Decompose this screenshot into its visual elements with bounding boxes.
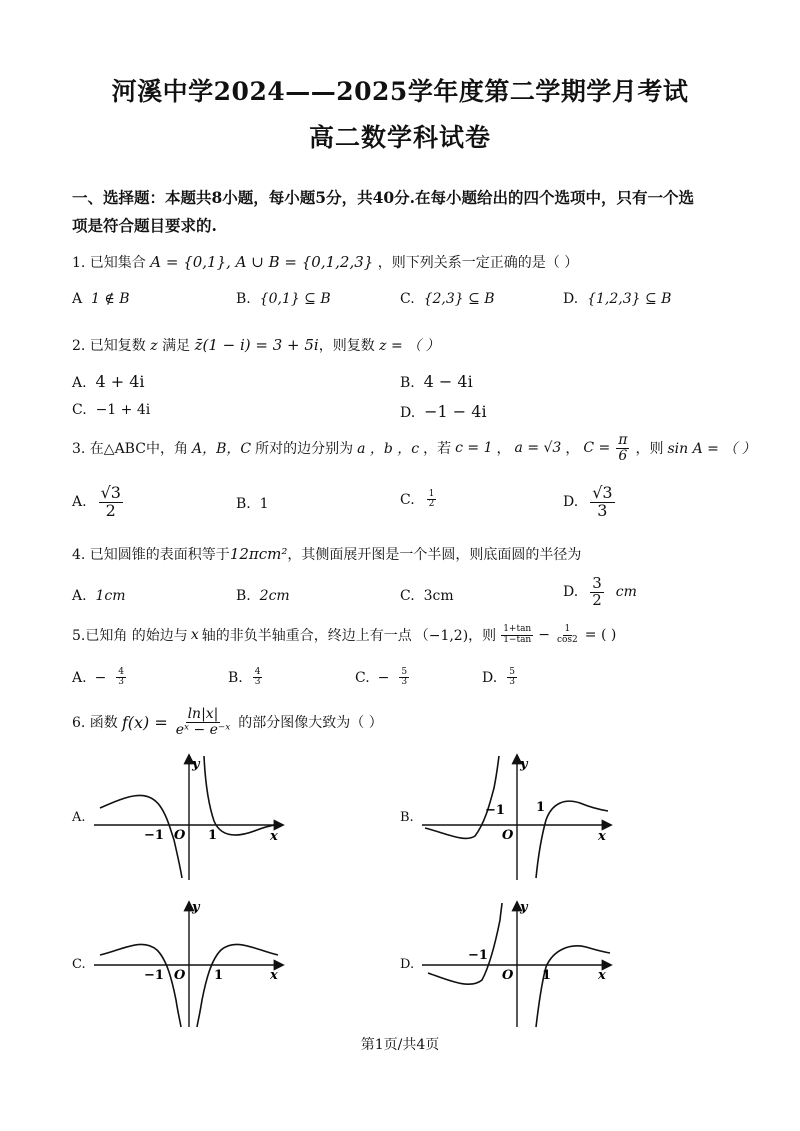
q1-option-a: A 1 ∉ B: [72, 291, 130, 307]
x-label: x: [598, 968, 606, 983]
graph-b: [420, 748, 620, 883]
one-label: 1: [536, 800, 546, 815]
question-6: 6. 函数 f(x) = $\frac{\ln|x|}{\text{eˣ − e⁻ˣ}}$ 的部分图像大致为（ ）: [72, 706, 383, 738]
q3-option-a: A. $\frac{√3}{2}$: [72, 483, 121, 520]
curve-right: [204, 756, 280, 835]
q5-option-d: D. $\frac{5}{3}$: [482, 667, 515, 688]
q1-option-c: C. {2,3} ⊆ B: [400, 291, 495, 307]
curve-left: [100, 795, 182, 878]
origin-label: O: [502, 968, 514, 983]
one-label: 1: [214, 968, 224, 983]
one-label: 1: [208, 828, 218, 843]
question-3: 3. 在△ABC中，角 A，B，C 所对的边分别为 a ，b ，c ，若 c = 1 ， a = √3 ， C = $\frac{\pi}{6}$ ，则 sin A = （ ）: [72, 432, 756, 464]
question-4: 4. 已知圆锥的表面积等于12πcm²，其侧面展开图是一个半圆，则底面圆的半径为: [72, 545, 582, 563]
curve-left: [100, 944, 181, 1027]
question-1: [72, 252, 578, 272]
q5-option-a: A. − $\frac{4}{3}$: [72, 667, 125, 688]
curve-right: [197, 944, 278, 1027]
exam-subtitle: 高二数学科试卷: [308, 123, 491, 152]
graph-c: [92, 895, 292, 1030]
q3-option-b: B. 1: [236, 496, 269, 512]
y-label: y: [192, 757, 200, 772]
neg-one-label: −1: [468, 948, 488, 963]
y-label: y: [520, 900, 528, 915]
q5-option-b: B. $\frac{4}{3}$: [228, 667, 261, 688]
x-label: x: [270, 829, 278, 844]
q1-math: A = {0,1}, A ∪ B = {0,1,2,3}: [150, 253, 374, 271]
q1-suffix: ，则下列关系一定正确的是（ ）: [377, 255, 579, 271]
exam-title: 河溪中学2024——2025学年度第二学期学月考试: [111, 77, 689, 106]
y-label: y: [192, 900, 200, 915]
neg-one-label: −1: [144, 968, 164, 983]
q3-option-c: C. $\frac{1}{2}$: [400, 489, 435, 510]
neg-one-label: −1: [485, 803, 505, 818]
x-label: x: [270, 968, 278, 983]
q6-option-a-label: A.: [72, 810, 86, 825]
neg-one-label: −1: [144, 828, 164, 843]
q2-option-b: B. 4 − 4i: [400, 372, 473, 391]
one-label: 1: [542, 968, 552, 983]
q4-option-b: B. 2cm: [236, 588, 290, 604]
q2-option-d: D. −1 − 4i: [400, 402, 487, 421]
curve-left: [428, 903, 502, 984]
q4-option-d: D. $\frac{3}{2}$ cm: [563, 574, 637, 609]
q1-prefix: 1. 已知集合: [72, 255, 146, 271]
q3-angle-fraction: $\frac{\pi}{6}$: [618, 432, 628, 464]
graph-a: [92, 748, 292, 883]
q6-option-d-label: D.: [400, 957, 415, 972]
curve-left: [425, 756, 499, 838]
q2-option-c: C. −1 + 4i: [72, 402, 151, 418]
question-5: 5.已知角 的始边与 x 轴的非负半轴重合，终边上有一点 （−1,2)，则 $\frac{1+\tan}{1-\tan}$ − $\frac{1}{\cos 2}$ = ( ): [72, 624, 617, 645]
q5-option-c: C. − $\frac{5}{3}$: [355, 667, 408, 688]
question-2: 2. 已知复数 z 满足 z̄(1 − i) = 3 + 5i，则复数 z = （ ）: [72, 336, 440, 354]
y-label: y: [520, 757, 528, 772]
q6-option-b-label: B.: [400, 810, 414, 825]
q6-option-c-label: C.: [72, 957, 86, 972]
q2-equation: z̄(1 − i) = 3 + 5i: [194, 336, 319, 354]
q2-option-a: A. 4 + 4i: [72, 372, 145, 391]
x-label: x: [598, 829, 606, 844]
q1-option-d: D. {1,2,3} ⊆ B: [563, 291, 672, 307]
q4-option-a: A. 1cm: [72, 588, 126, 604]
q4-option-c: C. 3cm: [400, 588, 454, 604]
q1-option-b: B. {0,1} ⊆ B: [236, 291, 331, 307]
section-heading-line1: 一、选择题：本题共8小题，每小题5分，共40分.在每小题给出的四个选项中，只有一个选: [72, 188, 695, 207]
section-heading-line2: 项是符合题目要求的.: [72, 216, 217, 235]
page-footer: 第1页/共4页: [360, 1037, 440, 1053]
q3-option-d: D. $\frac{√3}{3}$: [563, 483, 613, 520]
origin-label: O: [174, 968, 186, 983]
curve-right: [536, 946, 610, 1027]
graph-d: [420, 895, 620, 1030]
origin-label: O: [174, 828, 186, 843]
origin-label: O: [502, 828, 514, 843]
